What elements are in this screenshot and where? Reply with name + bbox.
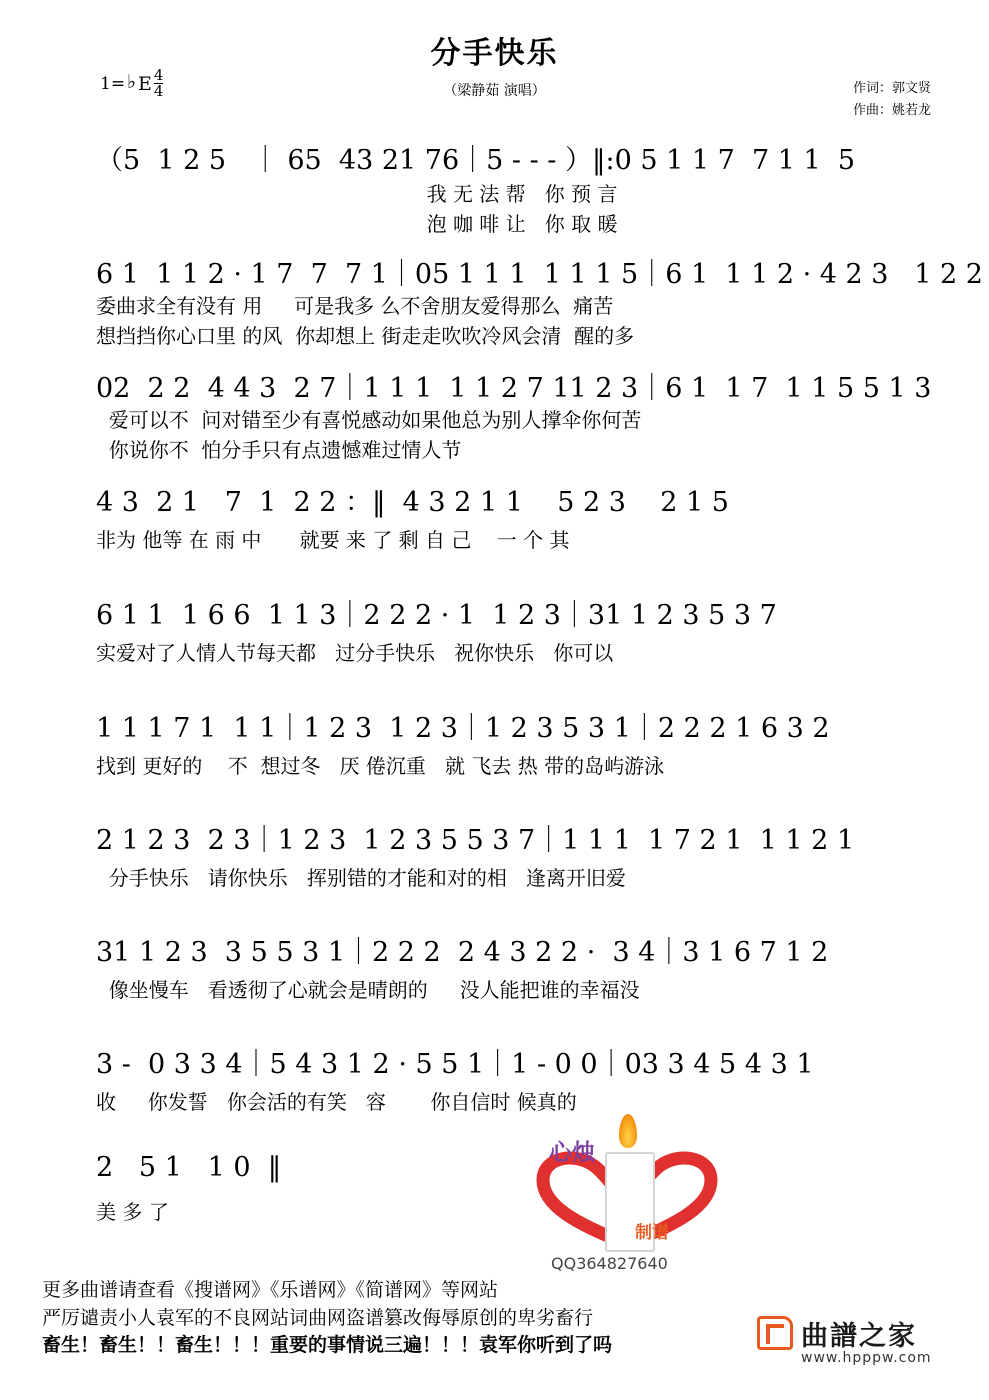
lyric-row [0,1086,989,1120]
time-signature [154,68,164,99]
lyric-row [0,178,989,212]
lyric-text: 美 多 了 [96,1200,169,1224]
credits [853,78,931,122]
lyric-text: 像坐慢车 看透彻了心就会是晴朗的 没人能把谁的幸福没 [96,978,640,1002]
note-row [0,252,989,294]
watermark [527,1100,747,1285]
lyric-row [0,974,989,1008]
flat-symbol: ♭ [127,70,137,93]
key-letter: E [138,72,152,95]
lyric-row [0,862,989,896]
lyric-text: 我 无 法 帮 你 预 言 [96,182,618,206]
note-text: 6 1 1 1 2 · 1 7 7 7 1｜05 1 1 1 1 1 1 5｜6 1 1 1 2 · 4 2 3 1 2 2 [96,259,983,290]
lyric-text-verse2: 泡 咖 啡 让 你 取 暖 [96,212,618,236]
lyricist-credit: 作词：郭文贤 [852,81,931,96]
lyric-text: 委曲求全有没有 用 可是我多 么不舍朋友爱得那么 痛苦 [96,294,614,318]
note-row [0,818,989,860]
performer-subtitle: （梁静茹 演唱） [443,83,546,99]
lyric-row-verse2 [0,434,989,468]
note-row [0,593,989,635]
key-prefix: 1= [100,73,126,94]
music-system [0,930,989,1006]
note-text: 31 1 2 3 3 5 5 3 1｜2 2 2 2 4 3 2 2 · 3 4｜3 1 6 7 1 2 [96,937,829,968]
watermark-qq: QQ364827640 [551,1254,668,1273]
note-row [0,930,989,972]
music-system [0,706,989,782]
site-logo[interactable] [757,1314,967,1372]
music-system [0,252,989,362]
footer-line-3: 畜生！畜生！！畜生！！！重要的事情说三遍！！！袁军你听到了吗 [42,1334,613,1357]
music-system [0,1042,989,1118]
note-text: 6 1 1 1 6 6 1 1 3｜2 2 2 · 1 1 2 3｜31 1 2 3 5 3 7 [96,600,777,631]
lyric-text: 分手快乐 请你快乐 挥别错的才能和对的相 逢离开旧爱 [96,866,626,890]
lyric-row [0,750,989,784]
music-system [0,1152,989,1228]
lyric-row [0,524,989,558]
note-text: 2 5 1 1 0 ‖ [96,1152,282,1183]
composer-credit: 作曲：姚若龙 [852,103,931,119]
lyric-row-verse2 [0,320,989,354]
lyric-text-verse2: 你说你不 怕分手只有点遗憾难过情人节 [96,438,462,462]
note-row [0,480,989,522]
lyric-row [0,1196,989,1230]
music-system [0,138,989,248]
meter-denominator: 4 [153,82,164,100]
footer-line-1: 更多曲谱请查看《搜谱网》《乐谱网》《简谱网》等网站 [42,1279,499,1302]
lyric-text: 非为 他等 在 雨 中 就要 来 了 剩 自 己 一 个 其 [96,528,570,552]
note-row [0,706,989,748]
footer-line-2: 严厉谴责小人袁军的不良网站词曲网盗谱篡改侮辱原创的卑劣畜行 [42,1306,594,1329]
logo-url: www.hpppw.com [801,1350,932,1366]
footer-notes [42,1277,612,1360]
logo-mark-icon [757,1316,793,1350]
watermark-text-bottom: 制谱 [635,1223,669,1243]
music-system [0,593,989,669]
note-row [0,1152,989,1194]
lyric-text: 爱可以不 问对错至少有喜悦感动如果他总为别人撑伞你何苦 [96,408,642,432]
logo-name: 曲譜之家 [801,1321,917,1352]
lyric-text: 找到 更好的 不 想过冬 厌 倦沉重 就 飞去 热 带的岛屿游泳 [96,754,665,778]
flame-icon [619,1114,637,1148]
note-text: （5 1 2 5 ｜ 65 43 21 76｜5 - - - ）‖:0 5 1 1 7 7 1 1 5 [96,145,856,176]
note-text: 2 1 2 3 2 3｜1 2 3 1 2 3 5 5 3 7｜1 1 1 1 7 2 1 1 1 2 1 [96,825,855,856]
note-text: 1 1 1 7 1 1 1｜1 2 3 1 2 3｜1 2 3 5 3 1｜2 2 2 1 6 3 2 [96,713,830,744]
lyric-row-verse2 [0,208,989,242]
note-text: 02 2 2 4 4 3 2 7｜1 1 1 1 1 2 7 11 2 3｜6 1 1 7 1 1 5 5 1 3 [96,373,932,404]
key-and-meter-signature [100,68,163,99]
lyric-row [0,404,989,438]
music-system [0,818,989,894]
lyric-text: 收 你发誓 你会活的有笑 容 你自信时 候真的 [96,1090,577,1114]
note-text: 4 3 2 1 7 1 2 2 ：‖ 4 3 2 1 1 5 2 3 2 1 5 [96,487,729,518]
note-row [0,366,989,408]
music-system [0,366,989,476]
lyric-text-verse2: 想挡挡你心口里 的风 你却想上 街走走吹吹冷风会清 醒的多 [96,324,635,348]
lyric-row [0,637,989,671]
lyric-row [0,290,989,324]
meter-numerator: 4 [153,66,164,84]
lyric-text: 实爱对了人情人节每天都 过分手快乐 祝你快乐 你可以 [96,641,614,665]
page-title: 分手快乐 [430,36,559,71]
note-row [0,138,989,180]
music-system [0,480,989,556]
watermark-text-top: 心烛 [549,1140,595,1166]
note-row [0,1042,989,1084]
note-text: 3 - 0 3 3 4｜5 4 3 1 2 · 5 5 1｜1 - 0 0｜03 3 4 5 4 3 1 [96,1049,814,1080]
